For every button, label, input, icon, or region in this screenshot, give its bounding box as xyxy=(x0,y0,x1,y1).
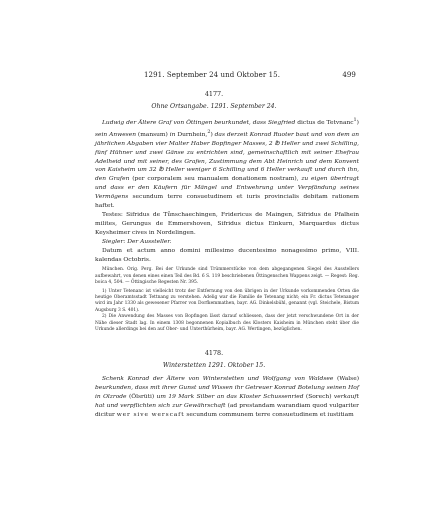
header-date-range: 1291. September 24 und Oktober 15. xyxy=(144,71,281,79)
datum-paragraph: Datum et actum anno domini millesimo ducentesimo nonagesimo primo, VIII. kalendas Octobris. xyxy=(95,247,359,263)
siegler-line: Siegler: Der Aussteller. xyxy=(102,238,172,245)
page-number: 499 xyxy=(342,71,356,79)
document-1-body xyxy=(95,116,359,334)
regest-paragraph: Ludwig der Ältere Graf von Öttingen beurkundet, dass Siegfried dictus de Tetvnanc$^1$) sein Anwesen (mansum) in Durnhein,$^2$) das derzeit Konrad Ruoter baut und von dem an jährlichen Abgaben vier Malter Haber Bopfinger Masses, 2 ℔ Heller und zwei Schilling, fünf Hühner und zwei Gänse zu entrichten sind, gemeinschaftlich mit seiner Ehefrau Adelheid und mit seiner, des Grafen, Zustimmung dem Abt Heinrich und dem Konvent von Kaisheim um 32 ℔ Heller weniger 6 Schilling und 6 Heller verkauft und durch ihn, den Grafen (per corporalem seu manualem donationem nostram), zu eigen übertragt und dass er den Käufern für Mängel und Entwehrung unter Verpfändung seines Vermögens secundum terre consuetudinem et iuris provincialis debitam rationem haftet. xyxy=(95,117,359,210)
document-2-body xyxy=(95,375,359,420)
testes-paragraph: Testes: Sifridus de Tůnschaechingen, Fridericus de Maingen, Sifridus de Pfalhein milites, Gerungus de Emmershoven, Sifridus dictus Einkurn, Marquardus dictus Keysheimer cives in Nordelingen. xyxy=(95,212,359,236)
running-header xyxy=(144,71,356,79)
document-place-date: Winterstetten 1291. Oktober 15. xyxy=(162,362,266,369)
document-place-date: Ohne Ortsangabe. 1291. September 24. xyxy=(151,103,277,110)
regest-paragraph: Schenk Konrad der Ältere von Winterstetten und Wolfgang von Waldsee (Walse) beurkunden, dass mit ihrer Gunst und Wissen ihr Getreuer Konrad Botelung seinen Hof in Olzrode (Ölsrüti) um 19 Mark Silber an das Kloster Schussenried (Sorech) verkauft hat und verpflichten sich zur Gewährschaft (ad prestandam warandiam quod vulgariter dicitur wer sive werscaft secundum communem terre consuetudinem et iustitiam xyxy=(95,376,359,418)
document-number: 4177. xyxy=(204,90,224,98)
source-note: München. Orig. Perg. Bei der Urkunde sind Trümmerstücke von dem abgegangenen Siegel des Ausstellers aufbewahrt, von denen eines einen Teil des Bd. 6 S. 119 beschriebenen Öttingenschen Wappens zeigt. — Regest: Reg. boica 4, 504. — Öttingische Regesten Nr. 395. xyxy=(95,267,359,286)
document-number: 4178. xyxy=(204,349,224,357)
footnote-2: 2) Die Anwendung des Masses von Bopfingen lässt darauf schliessen, dass der jetzt verschwundene Ort in der Nähe dieser Stadt lag. In einem 1308 begonnenen Kopialbuch des Klosters Kaisheim in München steht über die Urkunde allerdings bei den auf Ober- und Unterthürheim, bayr. AG. Wertingen, bezüglichen. xyxy=(95,314,359,333)
footnote-1: 1) Unter Tetenanc ist vielleicht trotz der Entfernung von den übrigen in der Urkunde vorkommenden Orten die heutige Oberamtsstadt Tettnang zu verstehen. Adelig war die Familie de Tetenang nicht; ein Fr. dictus Tetenanger wird im Jahr 1330 als gewesener Pfarrer von Dorfkemmathen, bayr. AG. Dinkelsbühl, genannt (vgl. Steichele, Bistum Augsburg 3 S. 401). xyxy=(95,288,359,313)
